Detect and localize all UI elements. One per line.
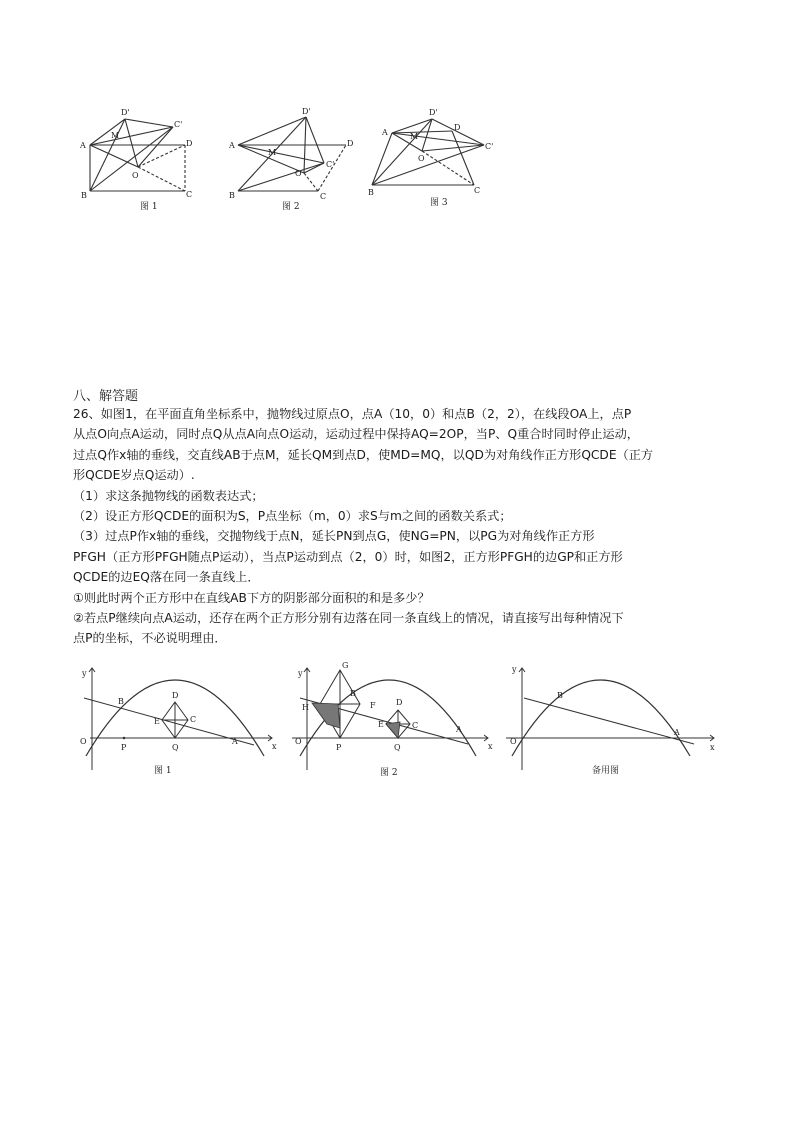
problem-line: 从点O向点A运动，同时点Q从点A向点O运动，运动过程中保持AQ=2OP，当P、Q重合时同时停止运动， (73, 427, 639, 442)
label-E: E (378, 720, 384, 729)
label-C-prime: C' (485, 142, 494, 151)
label-M: M (410, 132, 419, 141)
label-D-prime: D' (302, 107, 311, 116)
axis-x: x (272, 742, 277, 751)
axis-y: y (298, 669, 303, 678)
fig3-caption: 图 3 (430, 198, 448, 208)
label-O: O (510, 737, 517, 746)
label-A: A (382, 128, 388, 137)
coord-fig3-drawing (504, 658, 724, 783)
sub-question-2: ②若点P继续向点A运动，还存在两个正方形分别有边落在同一条直线上的情况，请直接写出每种情况下 (73, 611, 624, 626)
problem-line: 26、如图1，在平面直角坐标系中，抛物线过原点O，点A（10，0）和点B（2，2），在线段OA上，点P (73, 407, 632, 421)
fig2-caption: 图 2 (282, 202, 300, 212)
axis-x: x (710, 743, 715, 752)
label-O: O (132, 171, 139, 180)
label-C: C (186, 190, 193, 199)
sub-question-2-cont: 点P的坐标，不必说明理由． (73, 631, 227, 646)
axis-y: y (82, 669, 87, 678)
label-E: E (154, 717, 160, 726)
label-D: D (347, 139, 354, 148)
label-B: B (229, 191, 235, 200)
coord-fig2-drawing (290, 658, 500, 783)
label-F: F (370, 701, 376, 710)
label-D-prime: D' (121, 108, 130, 117)
question-1: （1）求这条抛物线的函数表达式； (73, 488, 264, 503)
label-M: M (268, 148, 277, 157)
top-figure-2 (226, 105, 356, 215)
axis-x: x (488, 742, 493, 751)
label-A: A (229, 141, 235, 150)
fig1-caption: 图 1 (140, 202, 158, 212)
top-figure-3 (362, 105, 492, 215)
label-C-prime: C' (326, 160, 335, 169)
axis-y: y (512, 665, 517, 674)
label-D: D (396, 698, 403, 707)
label-C: C (412, 721, 419, 730)
coord-fig1-caption: 图 1 (154, 766, 172, 776)
problem-26 (73, 404, 723, 649)
label-C: C (320, 192, 327, 201)
label-G: G (342, 661, 349, 670)
label-Q: Q (394, 743, 401, 752)
top-figure-1 (78, 105, 198, 215)
label-D: D (454, 123, 461, 132)
label-A: A (80, 141, 86, 150)
label-O: O (295, 169, 302, 178)
coord-fig1-drawing (72, 658, 287, 783)
label-A: A (456, 725, 462, 734)
label-B: B (557, 691, 563, 700)
label-C: C (190, 715, 197, 724)
problem-line: 形QCDE岁点Q运动）. (73, 468, 195, 483)
bottom-figure-1 (72, 658, 287, 783)
label-P: P (336, 743, 342, 752)
fig3-drawing (362, 105, 492, 215)
question-3-cont: PFGH（正方形PFGH随点P运动），当点P运动到点（2，0）时，如图2，正方形PFGH的边GP和正方形 (73, 549, 623, 564)
label-D-prime: D' (429, 108, 438, 117)
sub-question-1: ①则此时两个正方形中在直线AB下方的阴影部分面积的和是多少？ (73, 590, 430, 605)
label-B: B (118, 697, 124, 706)
label-O: O (295, 737, 302, 746)
label-B: B (368, 188, 374, 197)
label-P: P (121, 743, 127, 752)
label-D: D (186, 139, 193, 148)
label-C-prime: C' (174, 120, 183, 129)
problem-line: 过点Q作x轴的垂线，交直线AB于点M，延长QM到点D，使MD=MQ，以QD为对角线作正方形QCDE（正方 (73, 447, 654, 462)
label-H: H (302, 703, 309, 712)
label-C: C (474, 186, 481, 195)
question-3: （3）过点P作x轴的垂线，交抛物线于点N，延长PN到点G，使NG=PN，以PG为对角线作正方形 (73, 529, 595, 544)
label-M: M (111, 131, 120, 140)
coord-fig3-caption: 备用图 (592, 766, 620, 776)
question-3-cont: QCDE的边EQ落在同一条直线上． (73, 570, 260, 585)
bottom-figure-3 (504, 658, 724, 783)
label-B: B (81, 191, 87, 200)
label-A: A (232, 737, 238, 746)
coord-fig2-caption: 图 2 (380, 768, 398, 778)
bottom-figure-2 (290, 658, 500, 783)
fig2-drawing (226, 105, 356, 215)
label-O: O (80, 737, 87, 746)
label-B: B (350, 689, 356, 698)
label-D: D (172, 691, 179, 700)
label-Q: Q (172, 743, 179, 752)
section-title: 八、解答题 (73, 389, 139, 404)
question-2: （2）设正方形QCDE的面积为S，P点坐标（m，0）求S与m之间的函数关系式； (73, 509, 512, 524)
fig1-drawing (78, 105, 198, 215)
label-O: O (418, 154, 425, 163)
label-A: A (674, 728, 680, 737)
